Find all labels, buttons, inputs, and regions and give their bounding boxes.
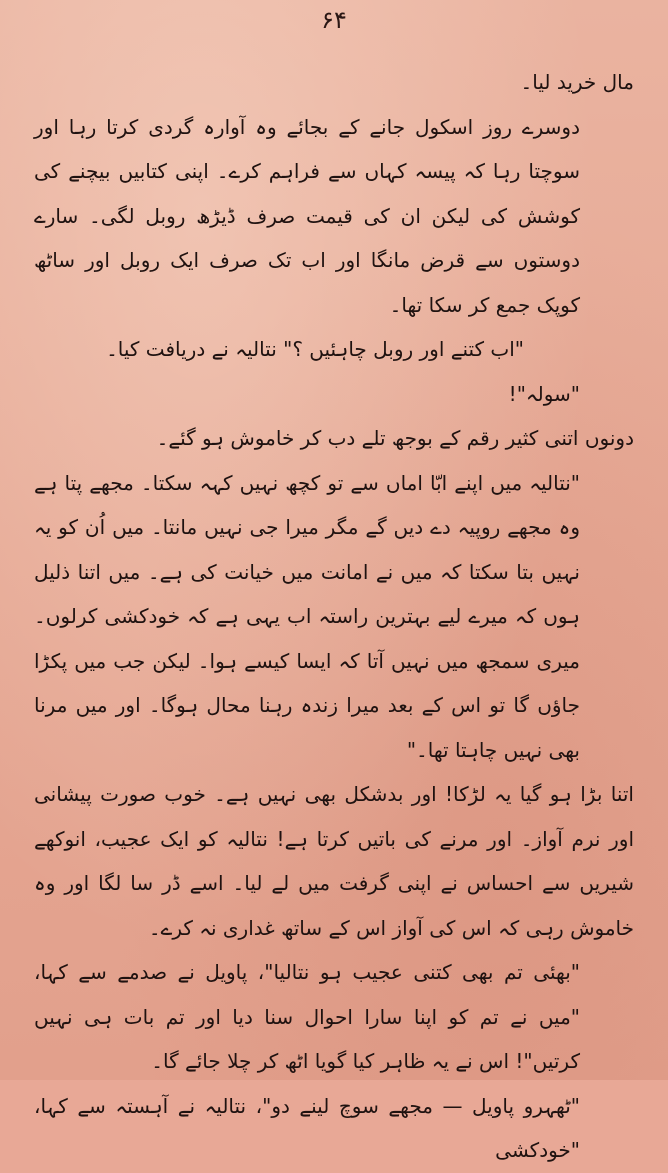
paragraph-5: دونوں اتنی کثیر رقم کے بوجھ تلے دب کر خاموش ہو گئے۔ [156,426,634,450]
page-body-text [34,60,634,1173]
paragraph-3: "اب کتنے اور روبل چاہئیں ؟" نتالیہ نے دریافت کیا۔ [106,337,524,361]
paragraph-7: اتنا بڑا ہو گیا یہ لڑکا! اور بدشکل بھی نہیں ہے۔ خوب صورت پیشانی اور نرم آواز۔ اور مرنے کی باتیں کرتا ہے! نتالیہ کو ایک عجیب، انوکھے شیریں سے احساس نے اپنی گرفت میں لے لیا۔ اسے ڈر سا لگا اور وہ خاموش رہی کہ اس کی آواز اس کے ساتھ غداری نہ کرے۔ [34,782,634,940]
paragraph-1: مال خرید لیا۔ [520,70,634,94]
paragraph-8: "بھئی تم بھی کتنی عجیب ہو نتالیا"، پاویل نے صدمے سے کہا، "میں نے تم کو اپنا سارا احوال سنا دیا اور تم بات ہی نہیں کرتیں"! اس نے یہ ظاہر کیا گویا اٹھ کر چلا جائے گا۔ [34,960,580,1073]
paragraph-6: "نتالیہ میں اپنے ابّا اماں سے تو کچھ نہیں کہہ سکتا۔ مجھے پتا ہے وہ مجھے روپیہ دے دیں گے مگر میرا جی نہیں مانتا۔ میں اُن کو یہ نہیں بتا سکتا کہ میں نے امانت میں خیانت کی ہے۔ میں اتنا ذلیل ہوں کہ میرے لیے بہترین راستہ اب یہی ہے کہ خودکشی کرلوں۔ میری سمجھ میں نہیں آتا کہ ایسا کیسے ہوا۔ لیکن جب میں پکڑا جاؤں گا تو اس کے بعد میرا زندہ رہنا محال ہوگا۔ اور میں مرنا بھی نہیں چاہتا تھا۔" [34,470,580,762]
page-number: ۶۴ [321,6,347,34]
paragraph-9: "ٹھہرو پاویل — مجھے سوچ لینے دو"، نتالیہ نے آہستہ سے کہا، "خودکشی [34,1093,580,1162]
paragraph-4: "سولہ"! [508,381,580,406]
paragraph-2: دوسرے روز اسکول جانے کے بجائے وہ آوارہ گردی کرتا رہا اور سوچتا رہا کہ پیسہ کہاں سے فراہم کرے۔ اپنی کتابیں بیچنے کی کوشش کی لیکن ان کی قیمت صرف ڈیڑھ روبل لگی۔ سارے دوستوں سے قرض مانگا اور اب تک صرف ایک روبل اور ساٹھ کوپک جمع کر سکا تھا۔ [34,114,580,317]
